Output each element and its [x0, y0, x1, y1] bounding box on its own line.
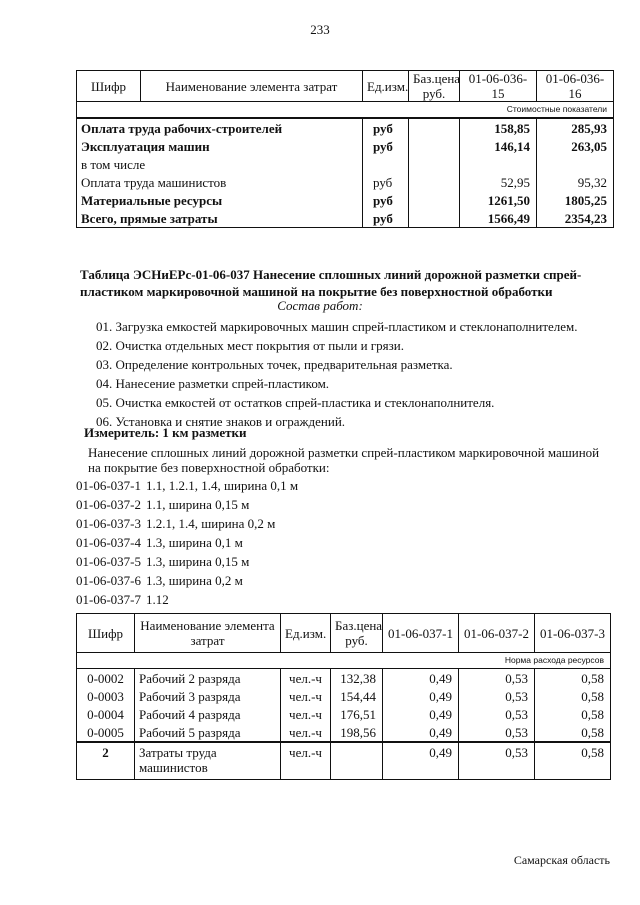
code: 01-06-037-2: [76, 497, 141, 512]
row-name: Материальные ресурсы: [77, 191, 363, 209]
table-row: [77, 155, 614, 173]
table-row: [77, 118, 614, 137]
resource-table: [76, 613, 611, 780]
header-cell: 01-06-036-15: [460, 71, 537, 102]
code-desc: 1.1, ширина 0,15 м: [146, 497, 250, 512]
row-value: 0,58: [535, 687, 611, 705]
row-price: [331, 742, 383, 780]
list-item: 06. Установка и снятие знаков и ограждений.: [96, 414, 346, 429]
row-unit: руб: [363, 209, 409, 228]
region-footer: Самарская область: [513, 853, 610, 867]
code: 01-06-037-3: [76, 516, 141, 531]
row-price: 198,56: [331, 723, 383, 742]
row-price: 176,51: [331, 705, 383, 723]
header-cell: 01-06-036-16: [537, 71, 614, 102]
list-item: [76, 590, 298, 609]
row-name: Оплата труда рабочих-строителей: [77, 118, 363, 137]
code-desc: 1.3, ширина 0,2 м: [146, 573, 243, 588]
row-code: 2: [77, 742, 135, 780]
row-code: 0-0005: [77, 723, 135, 742]
table-row: [77, 687, 611, 705]
row-value: 0,53: [459, 669, 535, 688]
code: 01-06-037-4: [76, 535, 141, 550]
list-item: [76, 533, 298, 552]
list-item: [76, 571, 298, 590]
row-name: Эксплуатация машин: [77, 137, 363, 155]
row-value: 1566,49: [460, 209, 537, 228]
row-name: Оплата труда машинистов: [77, 173, 363, 191]
table-row: [77, 669, 611, 688]
row-code: 0-0003: [77, 687, 135, 705]
row-unit: чел.-ч: [281, 723, 331, 742]
row-value: 146,14: [460, 137, 537, 155]
code: 01-06-037-6: [76, 573, 141, 588]
list-item: 03. Определение контрольных точек, предварительная разметка.: [96, 357, 453, 372]
row-name: Рабочий 2 разряда: [135, 669, 281, 688]
row-value: 0,53: [459, 705, 535, 723]
list-item: 02. Очистка отдельных мест покрытия от пыли и грязи.: [96, 338, 404, 353]
description: Нанесение сплошных линий дорожной разметки спрей-пластиком маркировочной машиной на покрытие без поверхностной обработки:: [88, 445, 600, 475]
table-caption: Норма расхода ресурсов: [77, 653, 611, 669]
row-code: 0-0002: [77, 669, 135, 688]
row-unit: руб: [363, 173, 409, 191]
row-value: 263,05: [537, 137, 614, 155]
row-unit: руб: [363, 118, 409, 137]
row-name: Всего, прямые затраты: [77, 209, 363, 228]
row-unit: чел.-ч: [281, 742, 331, 780]
row-price: 132,38: [331, 669, 383, 688]
row-price: 154,44: [331, 687, 383, 705]
list-item: [76, 514, 298, 533]
header-cell: Ед.изм.: [281, 614, 331, 653]
code-desc: 1.3, ширина 0,15 м: [146, 554, 250, 569]
table-caption: Стоимостные показатели: [77, 102, 614, 119]
list-item: [76, 495, 298, 514]
cost-table: [76, 70, 614, 228]
header-cell: Шифр: [77, 614, 135, 653]
row-value: 158,85: [460, 118, 537, 137]
header-cell: 01-06-037-2: [459, 614, 535, 653]
works-title: Состав работ:: [277, 298, 363, 313]
header-cell: 01-06-037-1: [383, 614, 459, 653]
row-value: 0,53: [459, 742, 535, 780]
row-value: 0,58: [535, 723, 611, 742]
row-value: 285,93: [537, 118, 614, 137]
row-value: 0,58: [535, 742, 611, 780]
row-name: Рабочий 5 разряда: [135, 723, 281, 742]
table-row: [77, 137, 614, 155]
row-name: Затраты труда машинистов: [135, 742, 281, 780]
row-value: 0,53: [459, 687, 535, 705]
header-cell: Наименование элемента затрат: [135, 614, 281, 653]
list-item: [76, 476, 298, 495]
header-cell: Баз.цена руб.: [331, 614, 383, 653]
table-row: [77, 191, 614, 209]
row-value: 52,95: [460, 173, 537, 191]
row-value: 95,32: [537, 173, 614, 191]
table-row: [77, 742, 611, 780]
header-cell: Шифр: [77, 71, 141, 102]
list-item: 04. Нанесение разметки спрей-пластиком.: [96, 376, 330, 391]
row-unit: руб: [363, 191, 409, 209]
row-name: Рабочий 3 разряда: [135, 687, 281, 705]
list-item: [76, 552, 298, 571]
row-value: 0,58: [535, 669, 611, 688]
row-value: 0,58: [535, 705, 611, 723]
row-value: 0,49: [383, 669, 459, 688]
row-code: 0-0004: [77, 705, 135, 723]
table-row: [77, 173, 614, 191]
table-row: [77, 209, 614, 228]
row-unit: чел.-ч: [281, 687, 331, 705]
row-unit: руб: [363, 137, 409, 155]
code-desc: 1.1, 1.2.1, 1.4, ширина 0,1 м: [146, 478, 299, 493]
table-row: [77, 723, 611, 742]
row-unit: чел.-ч: [281, 705, 331, 723]
code-desc: 1.2.1, 1.4, ширина 0,2 м: [146, 516, 276, 531]
header-cell: Баз.цена руб.: [409, 71, 460, 102]
code: 01-06-037-1: [76, 478, 141, 493]
list-item: 01. Загрузка емкостей маркировочных машин спрей-пластиком и стеклонаполнителем.: [96, 319, 578, 334]
header-cell: Наименование элемента затрат: [141, 71, 363, 102]
table-header-row: [77, 71, 614, 102]
table-row: [77, 705, 611, 723]
codes-list: [76, 476, 298, 609]
code: 01-06-037-5: [76, 554, 141, 569]
section-title: Таблица ЭСНиЕРс-01-06-037 Нанесение сплошных линий дорожной разметки спрей-пластиком маркировочной машиной на покрытие без поверхностной обработки: [80, 267, 582, 299]
header-cell: Ед.изм.: [363, 71, 409, 102]
row-value: 0,49: [383, 705, 459, 723]
operations-list: [96, 317, 578, 431]
row-value: 1805,25: [537, 191, 614, 209]
table-header-row: [77, 614, 611, 653]
row-name: Рабочий 4 разряда: [135, 705, 281, 723]
code-desc: 1.12: [146, 592, 169, 607]
page-number: 233: [310, 22, 330, 37]
row-value: 2354,23: [537, 209, 614, 228]
row-name: в том числе: [77, 155, 363, 173]
row-value: 0,53: [459, 723, 535, 742]
row-value: 0,49: [383, 687, 459, 705]
measure-unit: Измеритель: 1 км разметки: [84, 425, 247, 440]
header-cell: 01-06-037-3: [535, 614, 611, 653]
list-item: 05. Очистка емкостей от остатков спрей-пластика и стеклонаполнителя.: [96, 395, 495, 410]
code: 01-06-037-7: [76, 592, 141, 607]
row-value: 0,49: [383, 723, 459, 742]
row-value: 1261,50: [460, 191, 537, 209]
row-unit: чел.-ч: [281, 669, 331, 688]
code-desc: 1.3, ширина 0,1 м: [146, 535, 243, 550]
row-value: 0,49: [383, 742, 459, 780]
